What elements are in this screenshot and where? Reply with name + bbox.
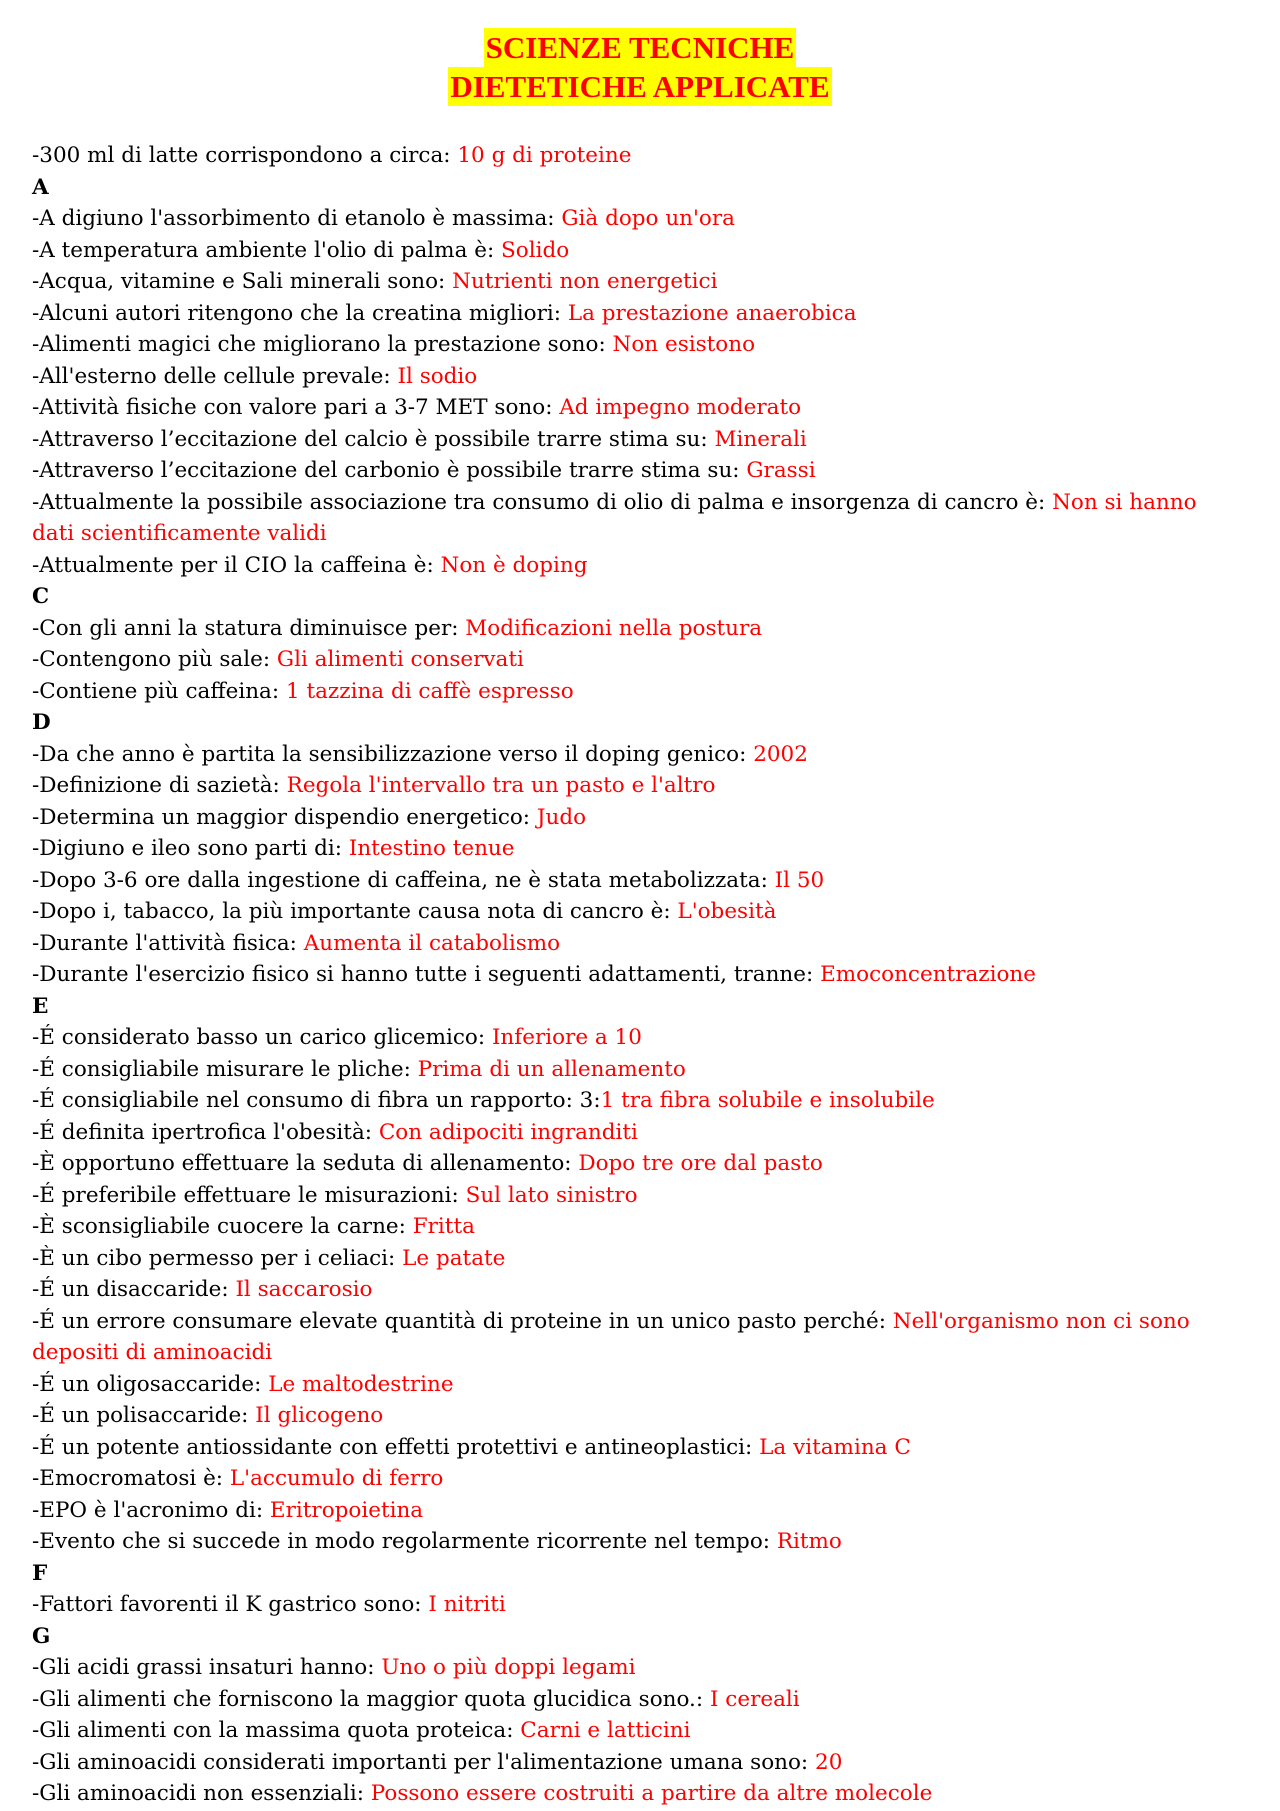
question-text: -Emocromatosi è:: [32, 1466, 230, 1491]
qa-entry: [32, 1054, 1242, 1086]
answer-text: Non si hanno dati scientificamente validi: [32, 489, 1197, 546]
title-line-2: DIETETICHE APPLICATE: [450, 69, 830, 104]
question-text: -Attraverso l’eccitazione del carbonio è possibile trarre stima su:: [32, 458, 747, 483]
answer-text: Ritmo: [776, 1529, 842, 1554]
qa-entry: [32, 613, 1242, 645]
answer-text: Regola l'intervallo tra un pasto e l'altro: [286, 773, 716, 798]
section-letter-d: D: [32, 710, 51, 735]
qa-entry: [32, 266, 1242, 298]
section-letter-c: C: [32, 584, 50, 609]
qa-entry: [32, 1432, 1242, 1464]
qa-entry: [32, 770, 1242, 802]
answer-text: La prestazione anaerobica: [567, 300, 857, 326]
answer-text: I nitriti: [428, 1592, 506, 1617]
answer-text: Carni e latticini: [520, 1718, 691, 1743]
answer-text: Prima di un allenamento: [417, 1056, 686, 1082]
answer-text: Possono essere costruiti a partire da altre molecole: [370, 1781, 933, 1806]
qa-entry: [32, 1652, 1242, 1684]
qa-entry: [32, 1243, 1242, 1275]
section-letter-f: F: [32, 1560, 48, 1586]
question-text: -Dopo i, tabacco, la più importante causa nota di cancro è:: [32, 899, 678, 924]
question-text: -È opportuno effettuare la seduta di allenamento:: [32, 1151, 579, 1176]
question-text: -Gli alimenti che forniscono la maggior quota glucidica sono.:: [32, 1686, 710, 1712]
answer-text: Non esistono: [612, 332, 756, 357]
answer-text: 10 g di proteine: [457, 143, 632, 168]
question-text: -Attività fisiche con valore pari a 3-7 MET sono:: [32, 395, 560, 420]
question-text: -Attraverso l’eccitazione del calcio è possibile trarre stima su:: [32, 426, 715, 452]
answer-text: Uno o più doppi legami: [381, 1655, 636, 1680]
answer-text: 1 tra fibra solubile e insolubile: [600, 1088, 935, 1113]
qa-entry: [32, 1684, 1242, 1716]
qa-entry: [32, 1180, 1242, 1212]
answer-text: Le maltodestrine: [268, 1371, 454, 1397]
answer-text: Gli alimenti conservati: [276, 647, 524, 672]
question-text: -Durante l'attività fisica:: [32, 930, 304, 956]
question-text: -É un polisaccaride:: [32, 1403, 256, 1428]
answer-text: Le patate: [402, 1245, 506, 1271]
qa-entry: [32, 392, 1242, 424]
qa-entry: [32, 1589, 1242, 1621]
qa-entry: [32, 1400, 1242, 1432]
answer-text: Eritropoietina: [269, 1497, 424, 1523]
question-text: -Evento che si succede in modo regolarmente ricorrente nel tempo:: [32, 1529, 777, 1554]
qa-entry: [32, 959, 1242, 991]
question-text: -Definizione di sazietà:: [32, 773, 287, 798]
question-text: -Contiene più caffeina:: [32, 678, 286, 704]
qa-entry: [32, 676, 1242, 708]
answer-text: 20: [815, 1749, 843, 1775]
question-text: -É preferibile effettuare le misurazioni:: [32, 1182, 466, 1208]
answer-text: Il 50: [774, 867, 825, 893]
qa-entry: [32, 235, 1242, 267]
qa-entry: [32, 1747, 1242, 1779]
question-text: -É un oligosaccaride:: [32, 1371, 269, 1397]
qa-entry: [32, 1148, 1242, 1180]
question-text: -Fattori favorenti il K gastrico sono:: [32, 1592, 429, 1617]
question-text: -Alcuni autori ritengono che la creatina migliori:: [32, 300, 568, 326]
question-text: -Gli aminoacidi considerati importanti per l'alimentazione umana sono:: [32, 1749, 816, 1775]
qa-entry: [32, 928, 1242, 960]
answer-text: I cereali: [709, 1686, 800, 1712]
answer-text: Intestino tenue: [348, 836, 515, 861]
question-text: -É un potente antiossidante con effetti protettivi e antineoplastici:: [32, 1434, 760, 1460]
intro-entry: [32, 140, 1242, 172]
qa-entry: [32, 361, 1242, 393]
qa-entry: [32, 739, 1242, 771]
question-text: -Acqua, vitamine e Sali minerali sono:: [32, 269, 453, 294]
qa-entry: [32, 1117, 1242, 1149]
answer-text: L'obesità: [677, 899, 777, 924]
question-text: -É definita ipertrofica l'obesità:: [32, 1119, 379, 1145]
qa-entry: [32, 298, 1242, 330]
qa-entry: [32, 1778, 1242, 1810]
question-text: -Con gli anni la statura diminuisce per:: [32, 615, 466, 641]
section-letter-g: G: [32, 1623, 51, 1649]
question-text: -Da che anno è partita la sensibilizzazione verso il doping genico:: [32, 741, 754, 767]
question-text: -É un errore consumare elevate quantità di proteine in un unico pasto perché:: [32, 1308, 893, 1334]
document-title: [0, 28, 1280, 106]
section-letter-e: E: [32, 993, 49, 1019]
answer-text: Judo: [536, 804, 587, 830]
answer-text: Ad impegno moderato: [559, 395, 802, 420]
answer-text: Il sodio: [397, 363, 478, 389]
question-text: -EPO è l'acronimo di:: [32, 1497, 270, 1523]
question-text: -Contengono più sale:: [32, 647, 277, 672]
qa-entry: [32, 1022, 1242, 1054]
title-line-1: SCIENZE TECNICHE: [485, 30, 795, 65]
question-text: -Attualmente per il CIO la caffeina è:: [32, 552, 441, 578]
question-text: -A digiuno l'assorbimento di etanolo è massima:: [32, 206, 562, 231]
qa-entry: [32, 802, 1242, 834]
question-text: -Durante l'esercizio fisico si hanno tutte i seguenti adattamenti, tranne:: [32, 962, 821, 987]
question-text: -È sconsigliabile cuocere la carne:: [32, 1214, 413, 1239]
answer-text: Sul lato sinistro: [465, 1182, 638, 1208]
qa-entry: [32, 896, 1242, 928]
answer-text: Il glicogeno: [255, 1403, 384, 1428]
question-text: -Gli alimenti con la massima quota proteica:: [32, 1718, 521, 1743]
question-text: -É un disaccaride:: [32, 1277, 236, 1302]
qa-entry: [32, 1495, 1242, 1527]
question-text: -Digiuno e ileo sono parti di:: [32, 836, 349, 861]
answer-text: Emoconcentrazione: [820, 962, 1037, 987]
qa-entry: [32, 329, 1242, 361]
answer-text: L'accumulo di ferro: [229, 1466, 444, 1491]
qa-entry: [32, 1463, 1242, 1495]
answer-text: Grassi: [746, 458, 816, 483]
qa-entry: [32, 1715, 1242, 1747]
question-text: -Determina un maggior dispendio energetico:: [32, 804, 537, 830]
answer-text: Già dopo un'ora: [561, 206, 735, 231]
question-text: -Gli aminoacidi non essenziali:: [32, 1781, 371, 1806]
question-text: -Alimenti magici che migliorano la prestazione sono:: [32, 332, 613, 357]
qa-entry: [32, 455, 1242, 487]
qa-entry: [32, 203, 1242, 235]
question-text: -É consigliabile misurare le pliche:: [32, 1056, 418, 1082]
qa-entry: [32, 833, 1242, 865]
qa-entry: [32, 1526, 1242, 1558]
question-text: -Gli acidi grassi insaturi hanno:: [32, 1655, 382, 1680]
question-text: -È un cibo permesso per i celiaci:: [32, 1245, 403, 1271]
qa-entry: [32, 550, 1242, 582]
answer-text: Il saccarosio: [235, 1277, 373, 1302]
answer-text: 1 tazzina di caffè espresso: [285, 678, 574, 704]
answer-text: Inferiore a 10: [491, 1025, 642, 1050]
qa-entry: [32, 1211, 1242, 1243]
answer-text: Non è doping: [440, 552, 588, 578]
qa-entry: [32, 1274, 1242, 1306]
qa-entry: [32, 1085, 1242, 1117]
answer-text: Modificazioni nella postura: [465, 615, 763, 641]
question-text: -300 ml di latte corrispondono a circa:: [32, 143, 458, 168]
qa-list: [32, 140, 1242, 1810]
question-text: -Dopo 3-6 ore dalla ingestione di caffeina, ne è stata metabolizzata:: [32, 867, 775, 893]
qa-entry: [32, 487, 1242, 550]
qa-entry: [32, 1306, 1242, 1369]
question-text: -É consigliabile nel consumo di fibra un rapporto: 3:: [32, 1088, 601, 1113]
question-text: -All'esterno delle cellule prevale:: [32, 363, 398, 389]
question-text: -A temperatura ambiente l'olio di palma è:: [32, 237, 502, 263]
answer-text: Dopo tre ore dal pasto: [578, 1151, 823, 1176]
answer-text: Fritta: [412, 1214, 475, 1239]
answer-text: Solido: [501, 237, 570, 263]
answer-text: Nutrienti non energetici: [452, 269, 718, 294]
qa-entry: [32, 1369, 1242, 1401]
answer-text: 2002: [753, 741, 808, 767]
qa-entry: [32, 424, 1242, 456]
qa-entry: [32, 644, 1242, 676]
section-letter-a: A: [32, 174, 49, 200]
qa-entry: [32, 865, 1242, 897]
answer-text: Minerali: [714, 426, 807, 452]
question-text: -Attualmente la possibile associazione tra consumo di olio di palma e insorgenza di cancro è:: [32, 489, 1053, 515]
question-text: -É considerato basso un carico glicemico:: [32, 1025, 492, 1050]
answer-text: Con adipociti ingranditi: [378, 1119, 638, 1145]
answer-text: Nell'organismo non ci sono depositi di aminoacidi: [32, 1308, 1190, 1365]
answer-text: Aumenta il catabolismo: [303, 930, 561, 956]
answer-text: La vitamina C: [759, 1434, 911, 1460]
